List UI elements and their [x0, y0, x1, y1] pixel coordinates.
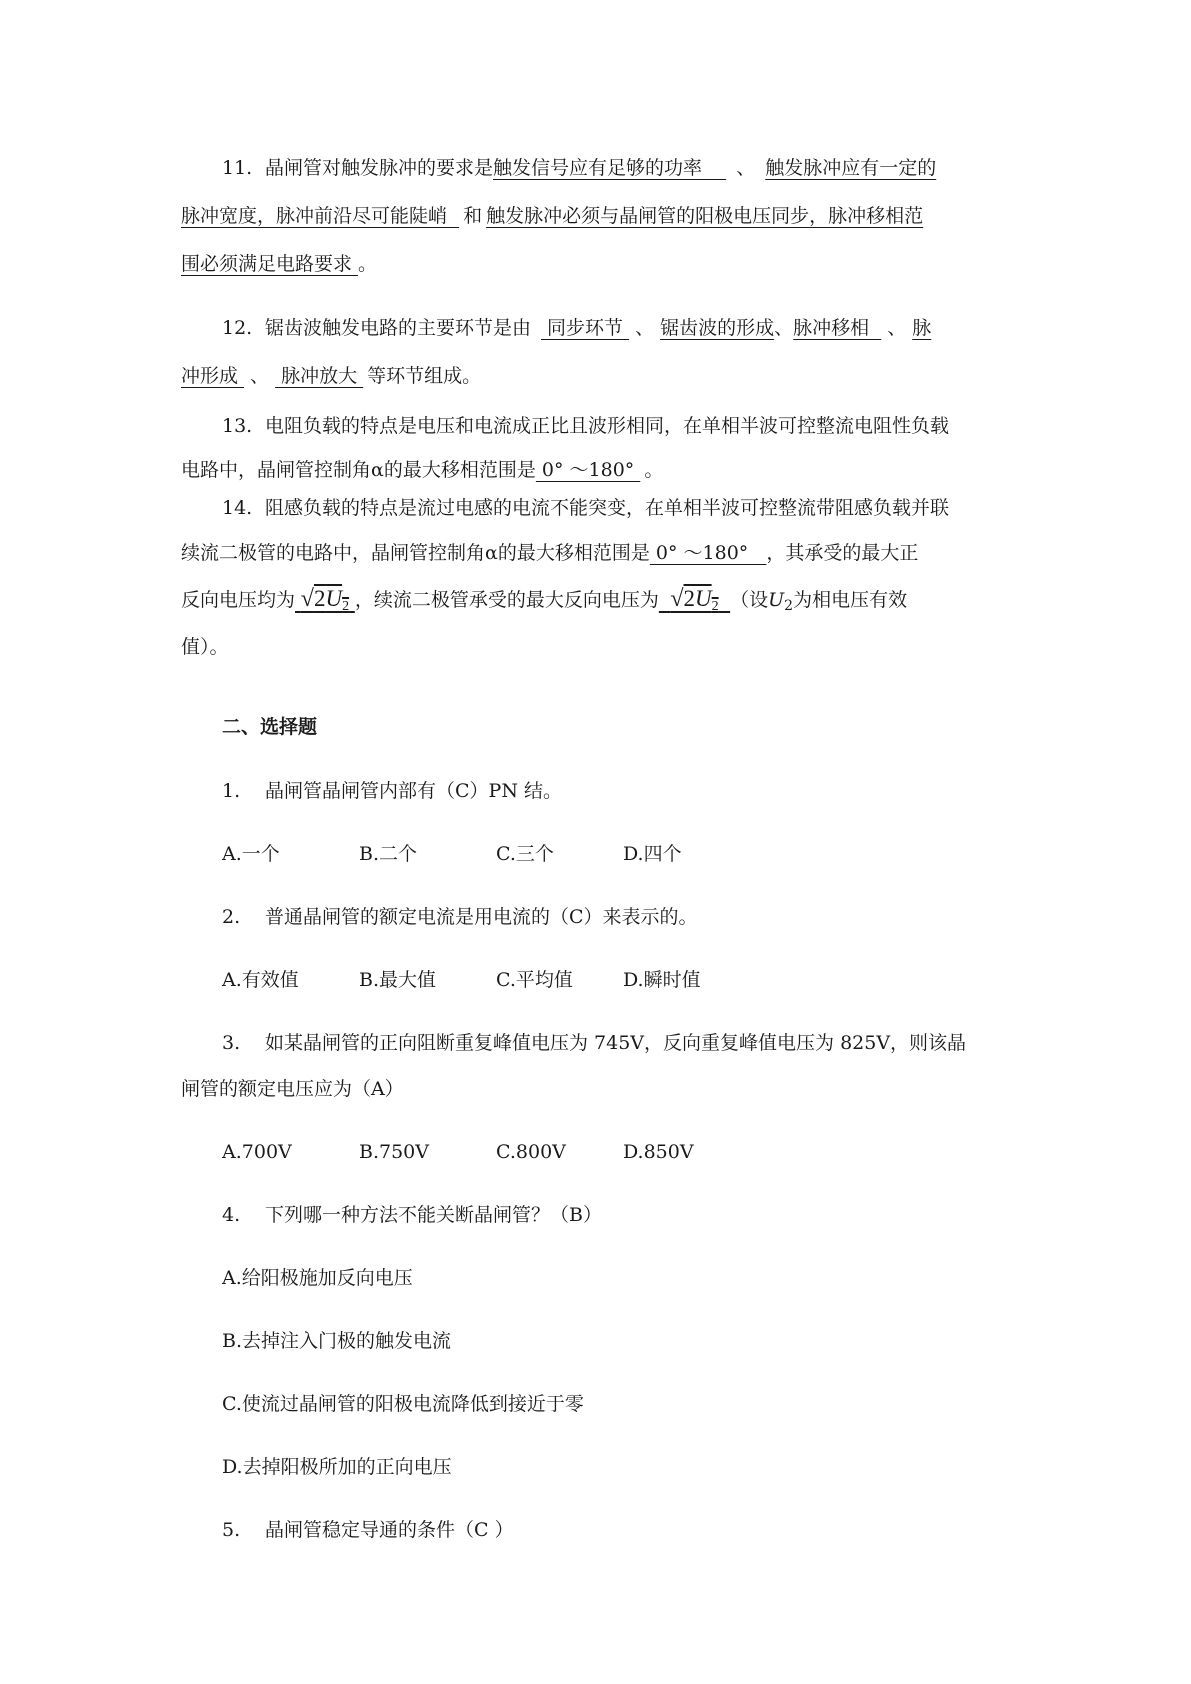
- q14-math-1-var: U: [325, 586, 343, 611]
- q11-end: 。: [358, 253, 378, 275]
- q14-math-2-sub: 2: [711, 599, 719, 614]
- choice-q2-option-b: B.最大值: [359, 969, 437, 991]
- q12-line-1: [222, 314, 931, 342]
- q13-end: 。: [644, 459, 664, 481]
- choice-q5-number: 5.: [222, 1519, 241, 1541]
- q12-blank-3: 脉冲移相: [793, 317, 882, 339]
- q14-text-1: 阻感负载的特点是流过电感的电流不能突变，在单相半波可控整流带阻感负载并联: [265, 497, 950, 519]
- q14-blank-1: 0° ～180°: [649, 542, 767, 564]
- choice-q3-line-1: [222, 1029, 966, 1057]
- choice-q1-number: 1.: [222, 780, 241, 802]
- q12-blank-4: 脉: [912, 317, 932, 339]
- q14-u2-sub: 2: [784, 598, 794, 614]
- choice-q3-text-1: 如某晶闸管的正向阻断重复峰值电压为 745V，反向重复峰值电压为 825V，则该晶: [265, 1032, 967, 1054]
- q11-line-2: [181, 202, 923, 230]
- choice-q3-text-2: 闸管的额定电压应为（A）: [181, 1078, 404, 1100]
- q14-text-2: 续流二极管的电路中，晶闸管控制角α的最大移相范围是: [181, 542, 650, 564]
- q14-text-3: ，其承受的最大正: [766, 542, 919, 564]
- q14-text-5: ，续流二极管承受的最大反向电压为: [354, 589, 659, 611]
- q11-separator: 、: [736, 157, 756, 179]
- q11-blank-3-cont: 围必须满足电路要求: [181, 253, 359, 275]
- q12-sep-4: 、: [250, 365, 270, 387]
- choice-q1-options: [222, 840, 682, 868]
- choice-q4-option-d: D.去掉阳极所加的正向电压: [222, 1456, 452, 1478]
- choice-q2-option-a: A.有效值: [222, 969, 299, 991]
- choice-q1-option-d: D.四个: [623, 843, 682, 865]
- q12-number: 12.: [222, 317, 253, 339]
- choice-q3-option-b: B.750V: [359, 1141, 429, 1163]
- q14-text-6: （设: [730, 589, 769, 611]
- q11-blank-2-cont: 脉冲宽度，脉冲前沿尽可能陡峭: [181, 205, 460, 227]
- q14-u2-var: U: [768, 589, 785, 611]
- q11-line-1: [222, 154, 936, 182]
- q12-sep-1: 、: [635, 317, 655, 339]
- q11-line-3: [181, 250, 377, 278]
- choice-q4-option-c: C.使流过晶闸管的阳极电流降低到接近于零: [222, 1393, 584, 1415]
- q13-number: 13.: [222, 415, 253, 437]
- q13-line-2: [181, 456, 663, 484]
- q14-math-1-coef: 2: [313, 586, 326, 611]
- choice-q4-option-b: B.去掉注入门极的触发电流: [222, 1330, 452, 1352]
- q14-line-2: [181, 539, 918, 567]
- q12-end: 等环节组成。: [367, 365, 482, 387]
- q12-blank-2: 锯齿波的形成: [660, 317, 775, 339]
- q12-text: 锯齿波触发电路的主要环节是由: [265, 317, 532, 339]
- choice-q2-option-c: C.平均值: [496, 969, 573, 991]
- choice-q2-number: 2.: [222, 906, 241, 928]
- q14-line-3: [181, 585, 907, 621]
- section-heading: 二、选择题: [222, 716, 318, 738]
- choice-q1-option-b: B.二个: [359, 843, 418, 865]
- q12-blank-5: 脉冲放大: [275, 365, 364, 387]
- choice-q3-number: 3.: [222, 1032, 241, 1054]
- q11-blank-2: 触发脉冲应有一定的: [765, 157, 937, 179]
- q14-math-2: $√2U_2$: [670, 586, 719, 614]
- choice-q2-options: [222, 966, 701, 994]
- q12-blank-4-cont: 冲形成: [181, 365, 245, 387]
- q12-sep-2: 、: [774, 317, 794, 339]
- choice-q3-option-c: C.800V: [496, 1141, 566, 1163]
- q11-blank-3: 触发脉冲必须与晶闸管的阳极电压同步，脉冲移相范: [486, 205, 924, 227]
- q14-text-8: 值）。: [181, 636, 229, 658]
- choice-q5: [222, 1516, 514, 1544]
- choice-q4-option-a: A.给阳极施加反向电压: [222, 1267, 413, 1289]
- choice-q3-line-2: [181, 1075, 404, 1103]
- q13-text-1: 电阻负载的特点是电压和电流成正比且波形相同，在单相半波可控整流电阻性负载: [265, 415, 950, 437]
- q12-sep-3: 、: [887, 317, 907, 339]
- q14-line-1: [222, 494, 949, 522]
- choice-q2: [222, 903, 698, 931]
- q11-number: 11.: [222, 157, 253, 179]
- q14-number: 14.: [222, 497, 253, 519]
- choice-q4-number: 4.: [222, 1204, 241, 1226]
- q13-blank-1: 0° ～180°: [535, 459, 641, 481]
- q13-line-1: [222, 412, 949, 440]
- choice-q1: [222, 777, 562, 805]
- q14-math-2-coef: 2: [683, 586, 695, 611]
- choice-q3-option-d: D.850V: [623, 1141, 694, 1163]
- choice-q3-options: [222, 1138, 694, 1166]
- q14-math-2-var: U: [695, 586, 712, 611]
- q14-text-7: 为相电压有效: [793, 589, 908, 611]
- choice-q1-text: 晶闸管晶闸管内部有（C）PN 结。: [265, 780, 562, 802]
- q11-blank-1: 触发信号应有足够的功率: [493, 157, 727, 179]
- q11-text: 晶闸管对触发脉冲的要求是: [265, 157, 494, 179]
- choice-q1-option-a: A.一个: [222, 843, 280, 865]
- choice-q5-text: 晶闸管稳定导通的条件（C ）: [265, 1519, 514, 1541]
- choice-q2-text: 普通晶闸管的额定电流是用电流的（C）来表示的。: [265, 906, 698, 928]
- choice-q3-option-a: A.700V: [222, 1141, 292, 1163]
- choice-q4: [222, 1201, 602, 1229]
- choice-q2-option-d: D.瞬时值: [623, 969, 701, 991]
- q14-math-1-sub: 2: [342, 599, 350, 614]
- q13-text-2: 电路中，晶闸管控制角α的最大移相范围是: [181, 459, 536, 481]
- q12-line-2: [181, 362, 481, 390]
- q11-and: 和: [463, 205, 483, 227]
- q14-line-4: [181, 633, 229, 661]
- q12-blank-1: 同步环节: [541, 317, 630, 339]
- choice-q4-text: 下列哪一种方法不能关断晶闸管？（B）: [265, 1204, 602, 1226]
- q14-math-1: $√2U_2$: [300, 586, 350, 614]
- choice-q1-option-c: C.三个: [496, 843, 554, 865]
- q14-text-4: 反向电压均为: [181, 589, 296, 611]
